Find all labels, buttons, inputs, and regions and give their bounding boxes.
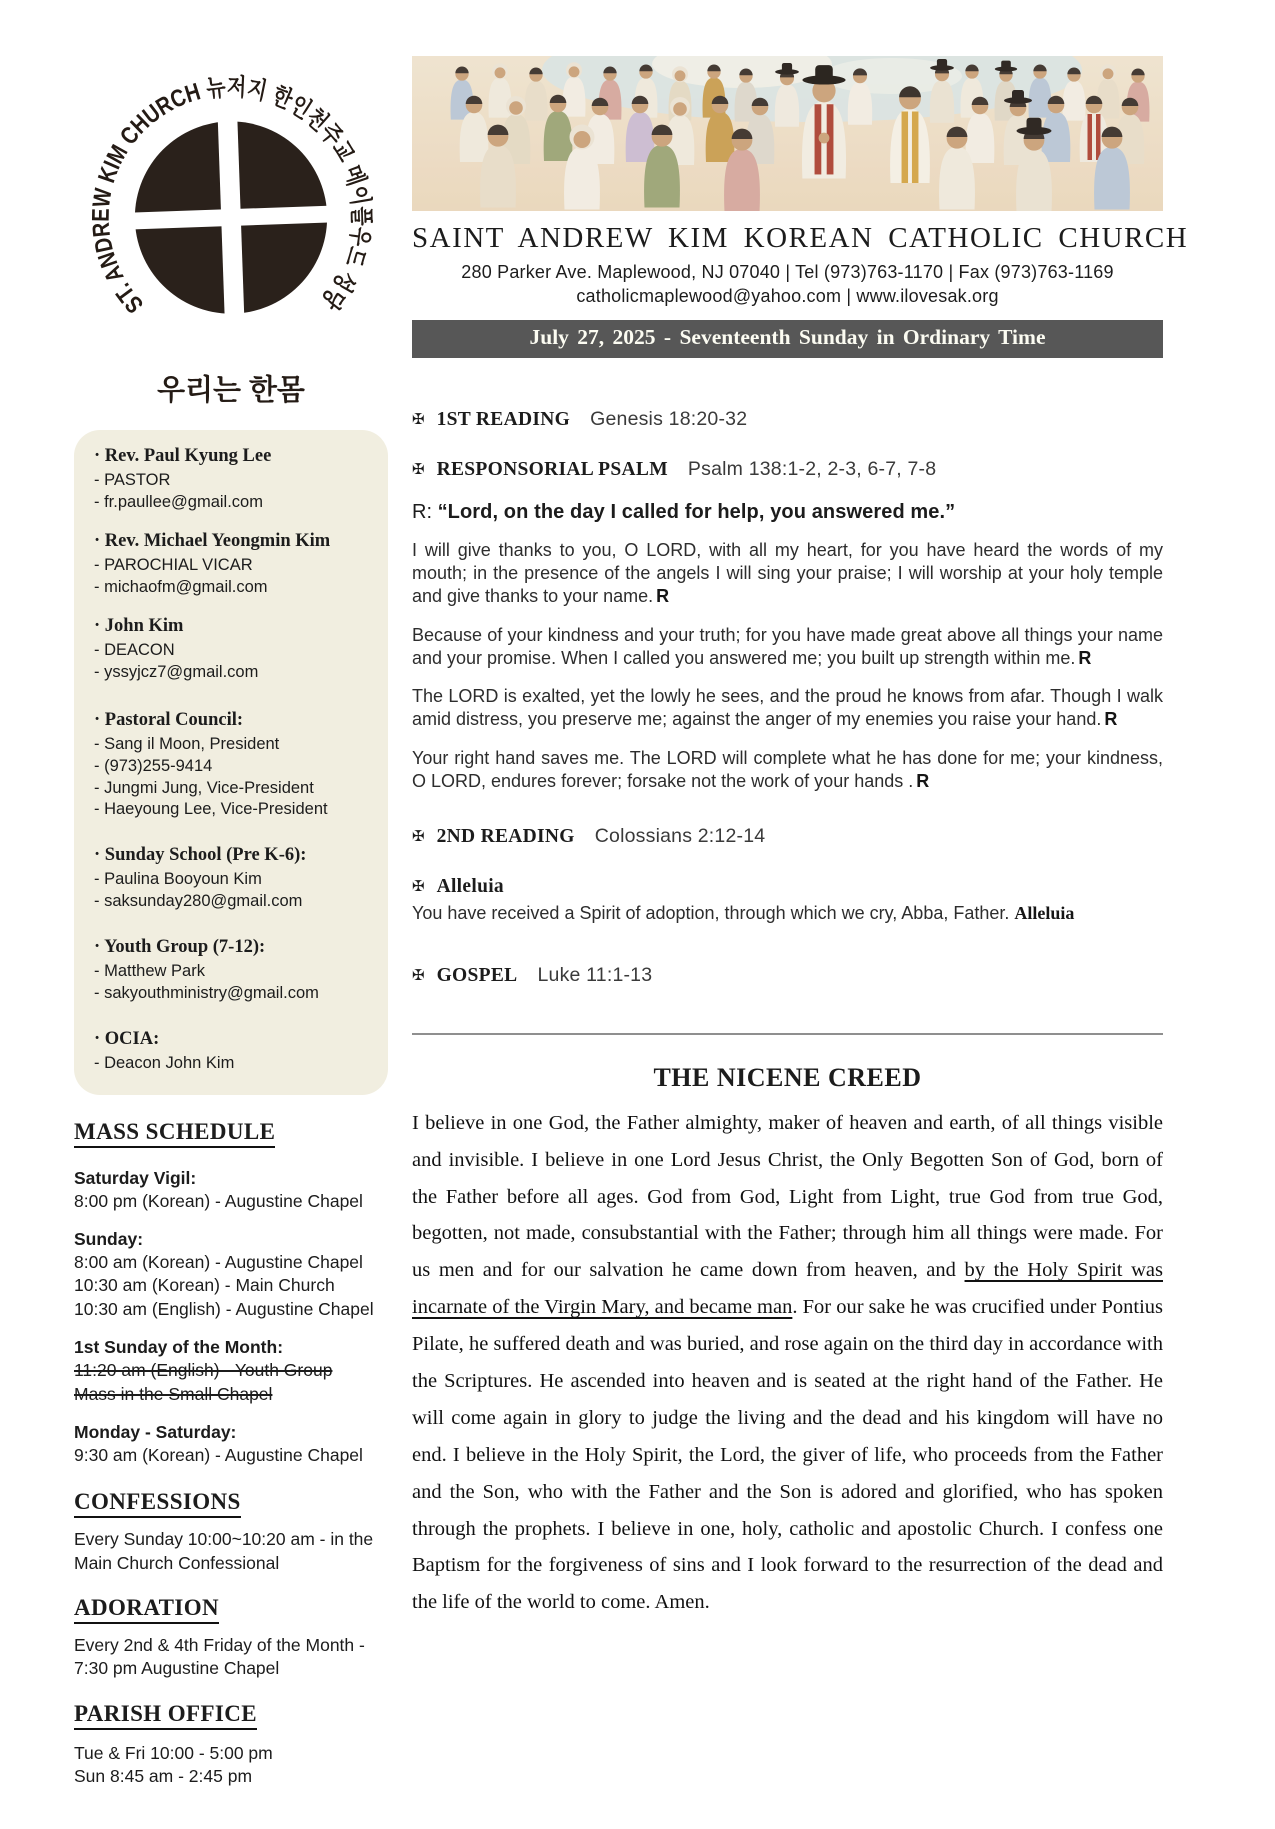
council-member: - Sang il Moon, President [94,734,280,753]
contact-email: - sakyouthministry@gmail.com [94,984,319,1003]
sched-line: 8:00 pm (Korean) - Augustine Chapel [74,1190,363,1211]
clergy-role: - DEACON [94,640,175,659]
logo-cross-disk [123,109,339,325]
stanza-text: Your right hand saves me. The LORD will complete what he has done for me; your kindness, O LORD, endures forever; forsake not the work of your hands . [412,747,1163,791]
confessions-text: Every Sunday 10:00~10:20 am - in the Main Church Confessional [74,1529,374,1573]
clergy-group-council [94,710,374,822]
alleluia-verse [412,902,1163,926]
clergy-email: - michaofm@gmail.com [94,577,268,596]
sched-line-struck: 11:20 am (English) - Youth Group [74,1360,333,1381]
church-name: SAINT ANDREW KIM KOREAN CATHOLIC CHURCH [412,222,1189,254]
response-text: “Lord, on the day I called for help, you answered me.” [437,501,956,523]
alleluia-label: Alleluia [436,875,504,897]
second-reading-label: 2ND READING [436,825,575,847]
clergy-group-sunday-school [94,845,374,913]
second-reading-row [412,825,1163,848]
cross-icon: ✠ [412,827,425,845]
psalm-stanza [412,624,1163,670]
martyrs-painting [412,56,1163,211]
right-column [412,56,1189,1789]
contact-email: - saksunday280@gmail.com [94,892,303,911]
contact-line: catholicmaplewood@yahoo.com | www.ilovesak.org [576,286,999,306]
clergy-group-ocia [94,1029,374,1075]
clergy-name: · Rev. Paul Kyung Lee [94,446,272,466]
adoration-heading: ADORATION [74,1595,219,1624]
creed-text: . For our sake he was crucified under Pontius Pilate, he suffered death and was buried, and rose again on the third day in accordance with the Scriptures. He ascended into heaven and is seated at the right hand of the Father. He will come again in glory to judge the living and the dead and his kingdom will have no end. I believe in the Holy Spirit, the Lord, the giver of life, who proceeds from the Father and the Son, who with the Father and the Son is adored and glorified, who has spoken through the prophets. I believe in one, holy, catholic and apostolic Church. I confess one Baptism for the forgiveness of sins and I look forward to the resurrection of the dead and the life of the world to come. Amen. [412,1296,1163,1614]
logo-bottom-text: 우리는 한몸 [157,374,305,407]
clergy-group-youth [94,937,374,1005]
psalm-stanza [412,685,1163,731]
first-reading-reference: Genesis 18:20-32 [590,408,748,430]
alleluia-trailing: Alleluia [1014,902,1075,923]
stanza-text: The LORD is exalted, yet the lowly he sees, and the proud he knows from afar. Though I walk amid distress, you preserve me; against the anger of my enemies you raise your hand. [412,686,1163,730]
contact-name: - Deacon John Kim [94,1054,235,1073]
office-hours: Sun 8:45 am - 2:45 pm [74,1766,253,1787]
sched-line: 9:30 am (Korean) - Augustine Chapel [74,1444,363,1465]
council-member: - Jungmi Jung, Vice-President [94,778,314,797]
sched-label: Monday - Saturday: [74,1421,237,1442]
clergy-name: · John Kim [94,615,184,636]
psalm-response [412,501,1163,524]
contact-name: - Matthew Park [94,962,205,981]
parish-office-heading: PARISH OFFICE [74,1701,257,1730]
group-title: · Sunday School (Pre K-6): [94,845,307,866]
sched-line: 10:30 am (English) - Augustine Chapel [74,1298,374,1319]
mass-schedule-section [74,1095,388,1789]
psalm-stanza [412,747,1163,793]
clergy-email: - yssyjcz7@gmail.com [94,662,259,681]
mass-schedule-heading: MASS SCHEDULE [74,1119,275,1148]
address-line: 280 Parker Ave. Maplewood, NJ 07040 | Tel (973)763-1170 | Fax (973)763-1169 [461,262,1114,282]
section-divider [412,1033,1163,1035]
clergy-name: · Rev. Michael Yeongmin Kim [94,530,331,551]
church-logo-emblem [77,56,385,422]
response-marker: R [916,770,930,791]
cross-icon: ✠ [412,411,425,428]
clergy-panel [74,430,388,1095]
response-marker: R [656,586,670,607]
clergy-email: - fr.paullee@gmail.com [94,492,263,511]
adoration-text: Every 2nd & 4th Friday of the Month - 7:30 pm Augustine Chapel [74,1635,365,1679]
group-title: · Pastoral Council: [94,709,244,730]
sched-label: Sunday: [74,1229,144,1250]
response-marker: R [1104,709,1118,730]
sched-label: 1st Sunday of the Month: [74,1337,284,1358]
first-reading-row [412,408,1163,431]
cross-icon: ✠ [412,461,425,478]
logo-ring-text: ST. ANDREW KIM CHURCH 뉴저지 한인천주교 메이플우드 성당 [87,73,375,319]
office-hours: Tue & Fri 10:00 - 5:00 pm [74,1742,273,1763]
group-title: · OCIA: [94,1029,160,1050]
creed-title: THE NICENE CREED [653,1062,922,1092]
clergy-group-deacon [94,616,374,684]
first-reading-label: 1ST READING [436,409,571,430]
cross-icon: ✠ [412,966,425,984]
council-member: - Haeyoung Lee, Vice-President [94,800,328,819]
stanza-text: Because of your kindness and your truth; for you have made great above all things your name and your promise. When I called you answered me; you built up strength within me. [412,624,1163,668]
psalm-label: RESPONSORIAL PSALM [436,459,668,480]
response-prefix: R: [412,501,432,523]
clergy-group-vicar [94,531,374,599]
stanza-text: I will give thanks to you, O LORD, with all my heart, for you have heard the words of my mouth; in the presence of the angels I will sing your praise; I will worship at your holy temple and give thanks to your name. [412,540,1163,607]
contact-name: - Paulina Booyoun Kim [94,870,262,889]
creed-text: I believe in one God, the Father almighty, maker of heaven and earth, of all things visible and invisible. I believe in one Lord Jesus Christ, the Only Begotten Son of God, born of the Father before all ages. God from God, Light from Light, true God from true God, begotten, not made, consubstantial with the Father; through him all things were made. For us men and for our salvation he came down from heaven, and [412,1111,1163,1282]
psalm-row [412,458,1163,481]
sched-label: Saturday Vigil: [74,1168,197,1189]
creed-underlined-text: by the Holy Spirit was incarnate of the Virgin Mary, and became man [412,1259,1163,1319]
psalm-stanza [412,539,1163,609]
sched-line: 8:00 am (Korean) - Augustine Chapel [74,1252,363,1272]
cross-icon: ✠ [412,877,425,895]
clergy-role: - PAROCHIAL VICAR [94,555,253,574]
clergy-role: - PASTOR [94,471,171,489]
psalm-reference: Psalm 138:1-2, 2-3, 6-7, 7-8 [687,458,937,480]
church-logo [74,56,388,424]
clergy-group-pastor [94,446,374,514]
response-marker: R [1078,647,1092,668]
creed-body [412,1105,1163,1621]
gospel-label: GOSPEL [436,964,518,986]
date-banner: July 27, 2025 - Seventeenth Sunday in Ordinary Time [412,320,1163,358]
gospel-reference: Luke 11:1-13 [537,963,653,986]
sched-line: 10:30 am (Korean) - Main Church [74,1275,335,1296]
left-column [74,56,388,1789]
gospel-row [412,964,1163,987]
sched-line-struck: Mass in the Small Chapel [74,1383,273,1404]
confessions-heading: CONFESSIONS [74,1489,241,1518]
group-title: · Youth Group (7-12): [94,937,266,958]
council-phone: - (973)255-9414 [94,756,213,775]
second-reading-reference: Colossians 2:12-14 [594,824,766,847]
alleluia-row [412,876,1163,898]
alleluia-text: You have received a Spirit of adoption, through which we cry, Abba, Father. [412,902,1010,923]
